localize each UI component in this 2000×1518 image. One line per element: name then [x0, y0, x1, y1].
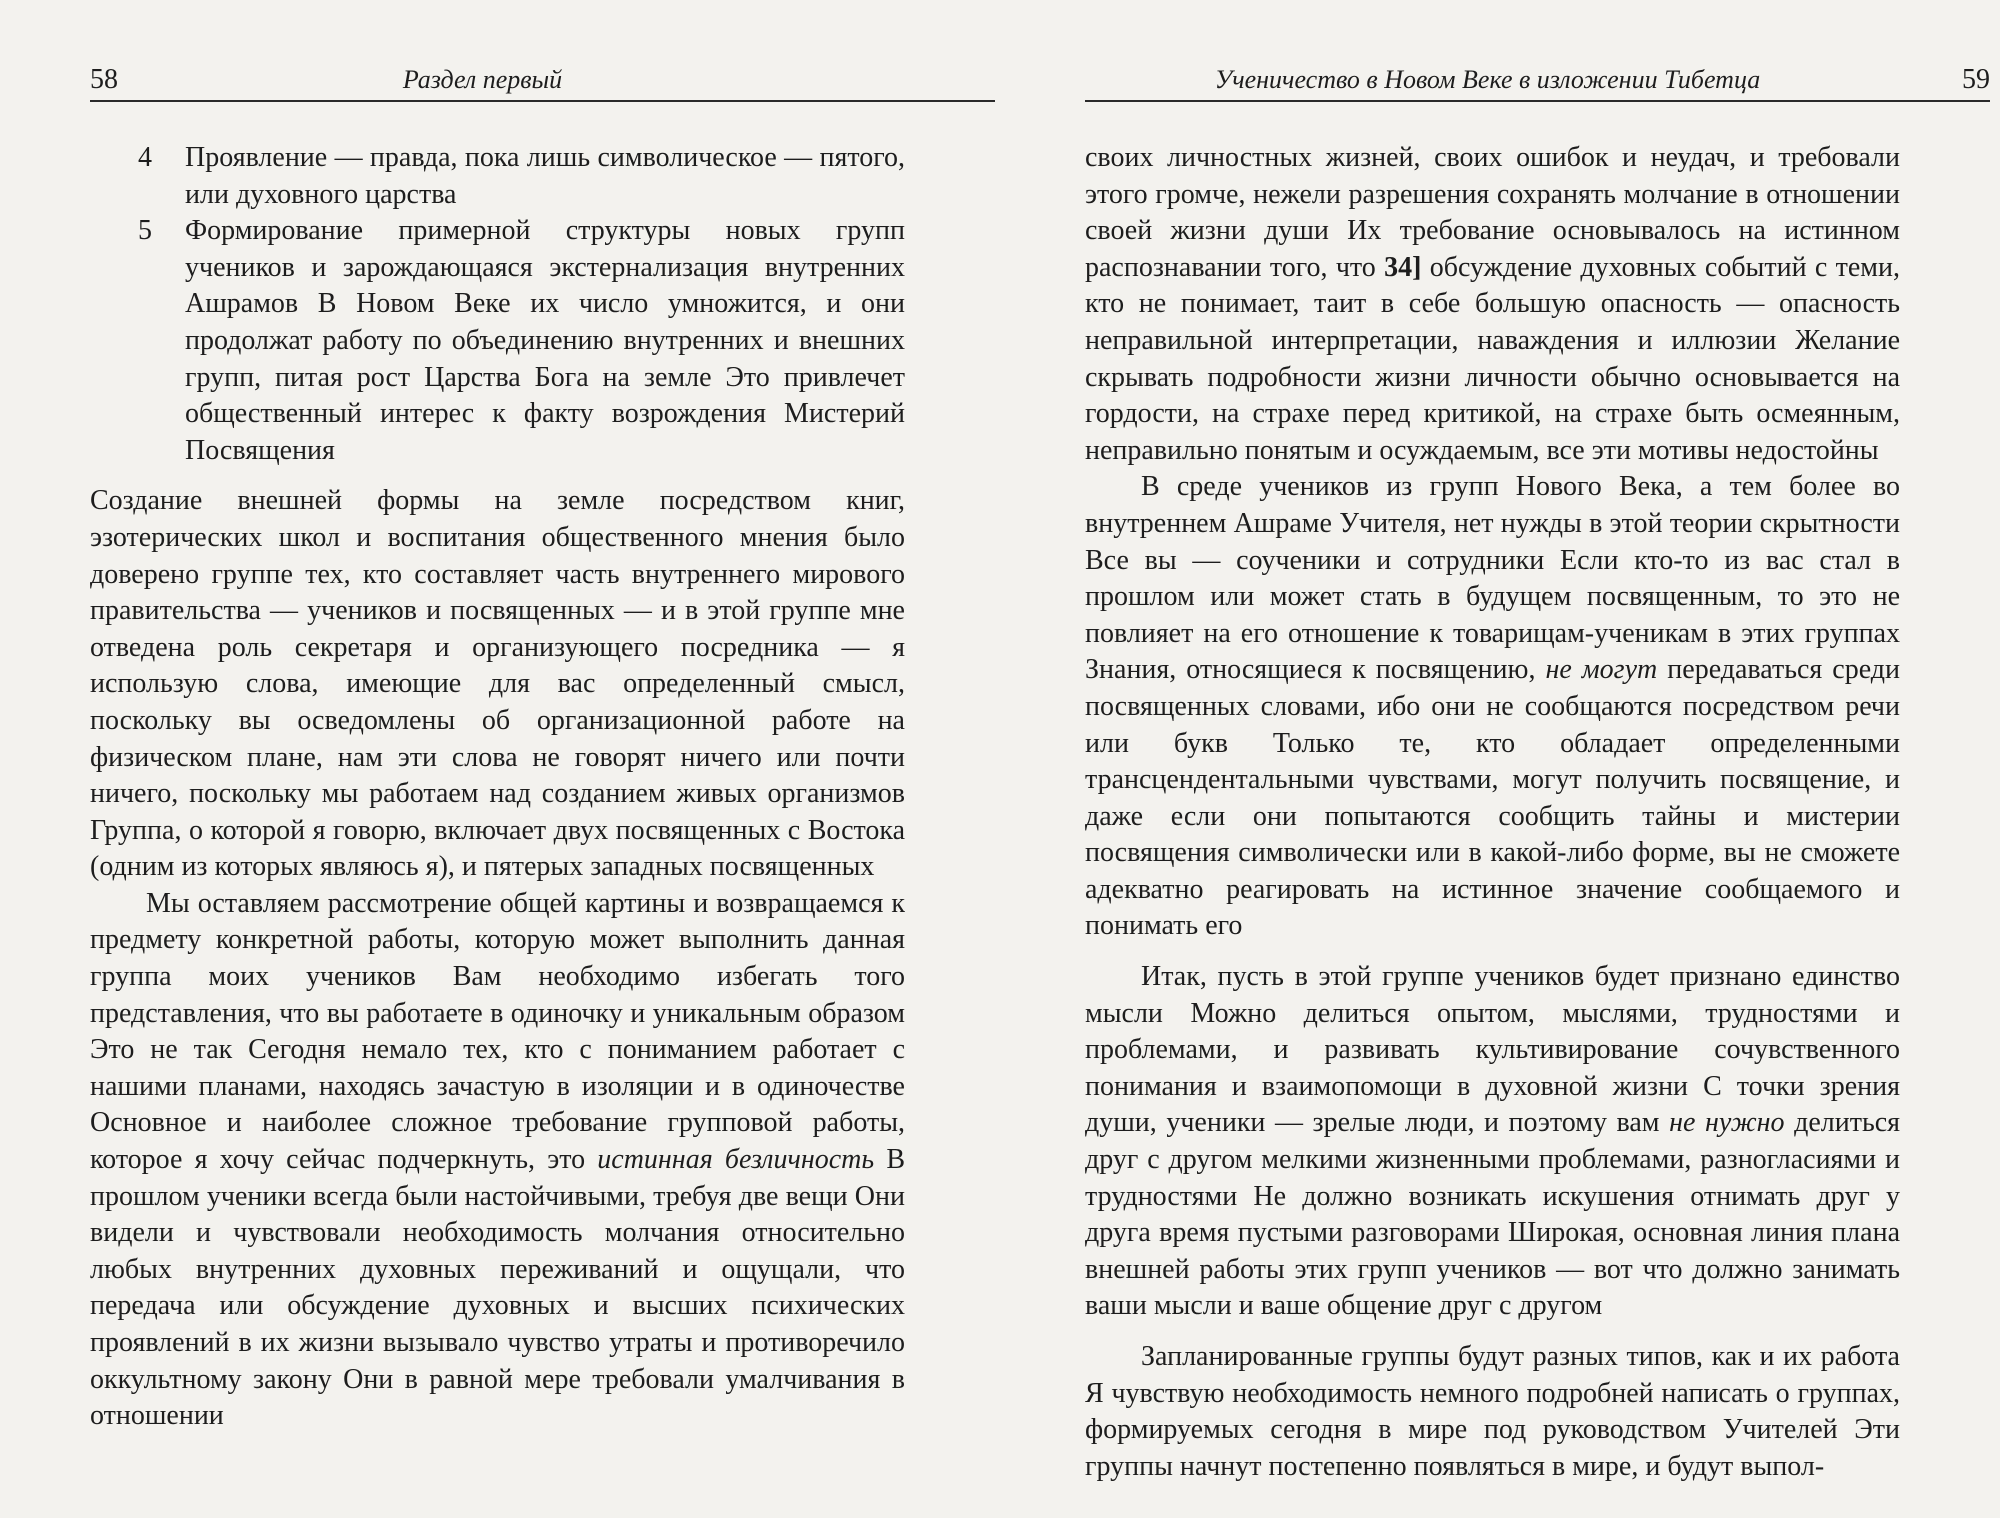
- paragraph: [1085, 469, 1900, 945]
- list-item-number: 5: [138, 215, 152, 247]
- emphasis: не могут: [1545, 654, 1658, 686]
- running-head: Ученичество в Новом Веке в изложении Тибетца: [1214, 65, 1761, 94]
- text-run: делиться друг с другом мелкими жизненными проблемами, разногласиями и трудностями Не должно возникать искушения отнимать друг у друга время пустыми разговорами Широкая, основная линия плана внешней работы этих групп учеников — вот что должно занимать ваши мысли и ваше общение друг с другом: [1085, 1107, 1901, 1322]
- list-item: [90, 140, 905, 213]
- list-item-text: Проявление — правда, пока лишь символическое — пятого, или духовного царства: [185, 142, 905, 210]
- right-page-header: [1085, 64, 1990, 102]
- text-run: В среде учеников из групп Нового Века, а тем более во внутреннем Ашраме Учителя, нет нужды в этой теории скрытности Все вы — соученики и сотрудники Если кто-то из вас стал в прошлом или может стать в будущем посвященным, то это не повлияет на его отношение к товарищам-ученикам в этих группах Знания, относящиеся к посвящению,: [1085, 471, 1900, 686]
- text-run: Мы оставляем рассмотрение общей картины и возвращаемся к предмету конкретной работы, которую может выполнить данная группа моих учеников Вам необходимо избегать того представления, что вы работаете в одиночку и уникальным образом Это не так Сегодня немало тех, кто с пониманием работает с нашими планами, находясь зачастую в изоляции и в одиночестве Основное и наиболее сложное требование групповой работы, которое я хочу сейчас подчеркнуть, это: [90, 887, 905, 1176]
- text-run: обсуждение духовных событий с теми, кто не понимает, таит в себе большую опасность — опасность неправильной интерпретации, наваждения и иллюзии Желание скрывать подробности жизни личности обычно основывается на гордости, на страхе перед критикой, на страхе быть осмеянным, неправильно понятым и осуждаемым, все эти мотивы недостойны: [1085, 251, 1900, 466]
- right-page: [1085, 0, 1990, 1518]
- page-number: 58: [90, 64, 118, 95]
- emphasis: не нужно: [1669, 1107, 1785, 1139]
- right-page-body: [1085, 140, 1900, 1485]
- page-number: 59: [1962, 64, 1990, 95]
- list-item-text: Формирование примерной структуры новых групп учеников и зарождающаяся экстернализация внутренних Ашрамов В Новом Веке их число умножится, и они продолжат работу по объединению внутренних и внешних групп, питая рост Царства Бога на земле Это привлечет общественный интерес к факту возрождения Мистерий Посвящения: [185, 215, 905, 466]
- numbered-list: [90, 140, 905, 469]
- text-run: своих личностных жизней, своих ошибок и неудач, и требовали этого громче, нежели разрешения сохранять молчание в отношении своей жизни души Их требование основывалось на истинном распознавании того, что: [1085, 142, 1900, 283]
- list-item-number: 4: [138, 142, 152, 173]
- text-run: Итак, пусть в этой группе учеников будет признано единство мысли Можно делиться опытом, мыслями, трудностями и проблемами, и развивать культивирование сочувственного понимания и взаимопомощи в духовной жизни С точки зрения души, ученики — зрелые люди, и поэтому вам: [1085, 961, 1900, 1139]
- text-run: передаваться среди посвященных словами, ибо они не сообщаются посредством речи или букв Только те, кто обладает определенными трансцендентальными чувствами, могут получить посвящение, и даже если они попытаются сообщить тайны и мистерии посвящения символически или в какой-либо форме, вы не сможете адекватно реагировать на истинное значение сообщаемого и понимать его: [1085, 654, 1901, 942]
- left-page-body: [90, 140, 905, 1435]
- paragraph: [1085, 959, 1900, 1325]
- page-reference: 34]: [1384, 251, 1422, 283]
- running-head: Раздел первый: [402, 65, 563, 94]
- paragraph: [90, 886, 905, 1435]
- left-page: [90, 0, 995, 1518]
- paragraph: Создание внешней формы на земле посредством книг, эзотерических школ и воспитания общественного мнения было доверено группе тех, кто составляет часть внутреннего мирового правительства — учеников и посвященных — и в этой группе мне отведена роль секретаря и организующего посредника — я использую слова, имеющие для вас определенный смысл, поскольку вы осведомлены об организационной работе на физическом плане, нам эти слова не говорят ничего или почти ничего, поскольку мы работаем над созданием живых организмов Группа, о которой я говорю, включает двух посвященных с Востока (одним из которых являюсь я), и пятерых западных посвященных: [90, 485, 905, 883]
- text-run: В прошлом ученики всегда были настойчивыми, требуя две вещи Они видели и чувствовали необходимость молчания относительно любых внутренних духовных переживаний и ощущали, что передача или обсуждение духовных и высших психических проявлений в их жизни вызывало чувство утраты и противоречило оккультному закону Они в равной мере требовали умалчивания в отношении: [90, 1144, 905, 1432]
- left-page-header: [90, 64, 995, 102]
- paragraph: Запланированные группы будут разных типов, как и их работа Я чувствую необходимость немного подробней написать о группах, формируемых сегодня в мире под руководством Учителей Эти группы начнут постепенно появляться в мире, и будут выпол-: [1085, 1341, 1900, 1482]
- paragraph: [1085, 140, 1900, 469]
- list-item: [90, 213, 905, 469]
- emphasis: истинная безличность: [597, 1144, 875, 1176]
